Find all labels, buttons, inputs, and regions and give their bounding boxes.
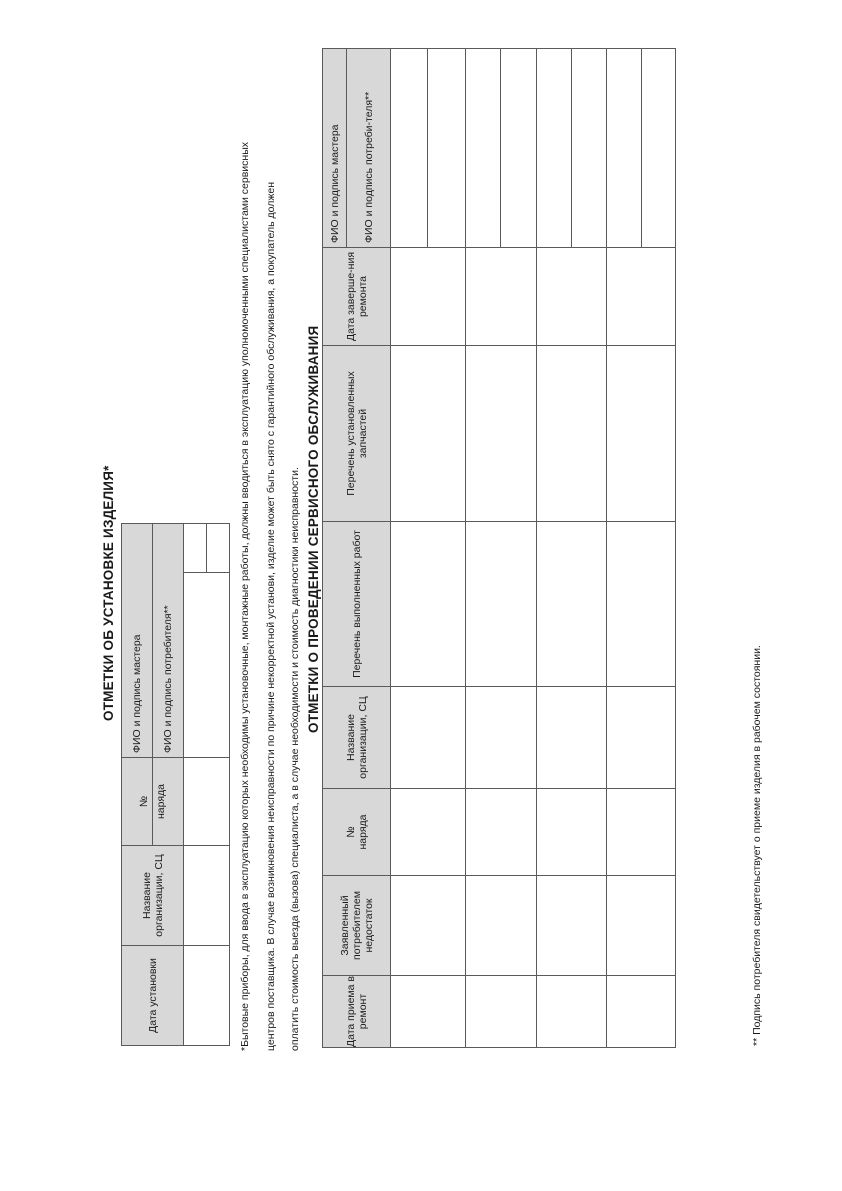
service-cell[interactable] xyxy=(607,522,676,687)
service-cell[interactable] xyxy=(537,876,607,976)
service-cell-signature[interactable] xyxy=(466,49,501,248)
header-install-consumer: ФИО и подпись потребителя** xyxy=(153,524,184,758)
footnote-star-line-1: *Бытовые приборы, для ввода в эксплуатацию которых необходимы установочные, монтажные работы, должны вводиться в эксплуатацию уполномоченными специалистами сервисных xyxy=(239,141,251,1051)
service-cell[interactable] xyxy=(537,522,607,687)
service-cell[interactable] xyxy=(607,976,676,1048)
service-cell[interactable] xyxy=(466,976,537,1048)
install-cell-org[interactable] xyxy=(184,846,230,946)
service-cell[interactable] xyxy=(391,976,466,1048)
service-cell[interactable] xyxy=(537,789,607,876)
header-service-parts: Перечень установленных запчастей xyxy=(323,346,391,522)
service-title: ОТМЕТКИ О ПРОВЕДЕНИИ СЕРВИСНОГО ОБСЛУЖИВАНИЯ xyxy=(306,325,321,733)
header-service-consumer: ФИО и подпись потреби-теля** xyxy=(347,49,391,248)
header-service-defects: Заявленный потребителем недостаток xyxy=(323,876,391,976)
header-service-date-in: Дата приема в ремонт xyxy=(323,976,391,1048)
service-cell-signature[interactable] xyxy=(391,49,428,248)
header-service-org: Название организации, СЦ xyxy=(323,687,391,789)
header-service-master: ФИО и подпись мастера xyxy=(323,49,347,248)
service-cell[interactable] xyxy=(537,346,607,522)
install-cell-order[interactable] xyxy=(184,758,230,846)
header-service-date-done: Дата заверше-ния ремонта xyxy=(323,248,391,346)
service-cell[interactable] xyxy=(607,687,676,789)
header-service-works: Перечень выполненных работ xyxy=(323,522,391,687)
service-cell[interactable] xyxy=(391,876,466,976)
service-cell-signature[interactable] xyxy=(607,49,642,248)
install-cell-signatures[interactable] xyxy=(184,573,230,758)
service-cell[interactable] xyxy=(607,876,676,976)
footnote-star-line-3: оплатить стоимость выезда (вызова) специалиста, а в случае необходимости и стоимость диагностики неисправности. xyxy=(289,467,301,1051)
header-install-order-word: наряда xyxy=(153,758,184,846)
installation-table xyxy=(121,523,230,1046)
service-cell[interactable] xyxy=(466,248,537,346)
install-cell-small[interactable] xyxy=(207,524,230,573)
service-cell-signature[interactable] xyxy=(642,49,676,248)
service-cell[interactable] xyxy=(466,876,537,976)
header-install-order-num: № xyxy=(122,758,153,846)
service-cell-signature[interactable] xyxy=(501,49,537,248)
service-cell-signature[interactable] xyxy=(537,49,572,248)
service-cell[interactable] xyxy=(537,248,607,346)
service-cell[interactable] xyxy=(391,687,466,789)
service-cell[interactable] xyxy=(466,522,537,687)
header-install-org: Название организации, СЦ xyxy=(122,846,184,946)
service-cell[interactable] xyxy=(537,976,607,1048)
service-cell[interactable] xyxy=(391,789,466,876)
install-cell-date[interactable] xyxy=(184,946,230,1046)
footnote-star-line-2: центров поставщика. В случае возникновения неисправности по причине некорректной установи, изделие может быть снято с гарантийного обслуживания, а покупатель должен xyxy=(265,181,277,1051)
installation-title: ОТМЕТКИ ОБ УСТАНОВКЕ ИЗДЕЛИЯ* xyxy=(101,465,116,721)
service-cell[interactable] xyxy=(607,346,676,522)
service-cell[interactable] xyxy=(391,248,466,346)
service-cell[interactable] xyxy=(466,687,537,789)
service-table xyxy=(322,48,676,1048)
service-cell[interactable] xyxy=(537,687,607,789)
service-cell[interactable] xyxy=(391,522,466,687)
service-cell[interactable] xyxy=(607,248,676,346)
footnote-double-star: ** Подпись потребителя свидетельствует о приеме изделия в рабочем состоянии. xyxy=(751,645,763,1046)
service-cell[interactable] xyxy=(466,346,537,522)
header-install-master: ФИО и подпись мастера xyxy=(122,524,153,758)
service-cell[interactable] xyxy=(466,789,537,876)
header-install-date: Дата установки xyxy=(122,946,184,1046)
install-cell-small[interactable] xyxy=(184,524,207,573)
header-service-order: № наряда xyxy=(323,789,391,876)
service-cell-signature[interactable] xyxy=(428,49,466,248)
service-cell[interactable] xyxy=(391,346,466,522)
service-cell[interactable] xyxy=(607,789,676,876)
service-cell-signature[interactable] xyxy=(572,49,607,248)
